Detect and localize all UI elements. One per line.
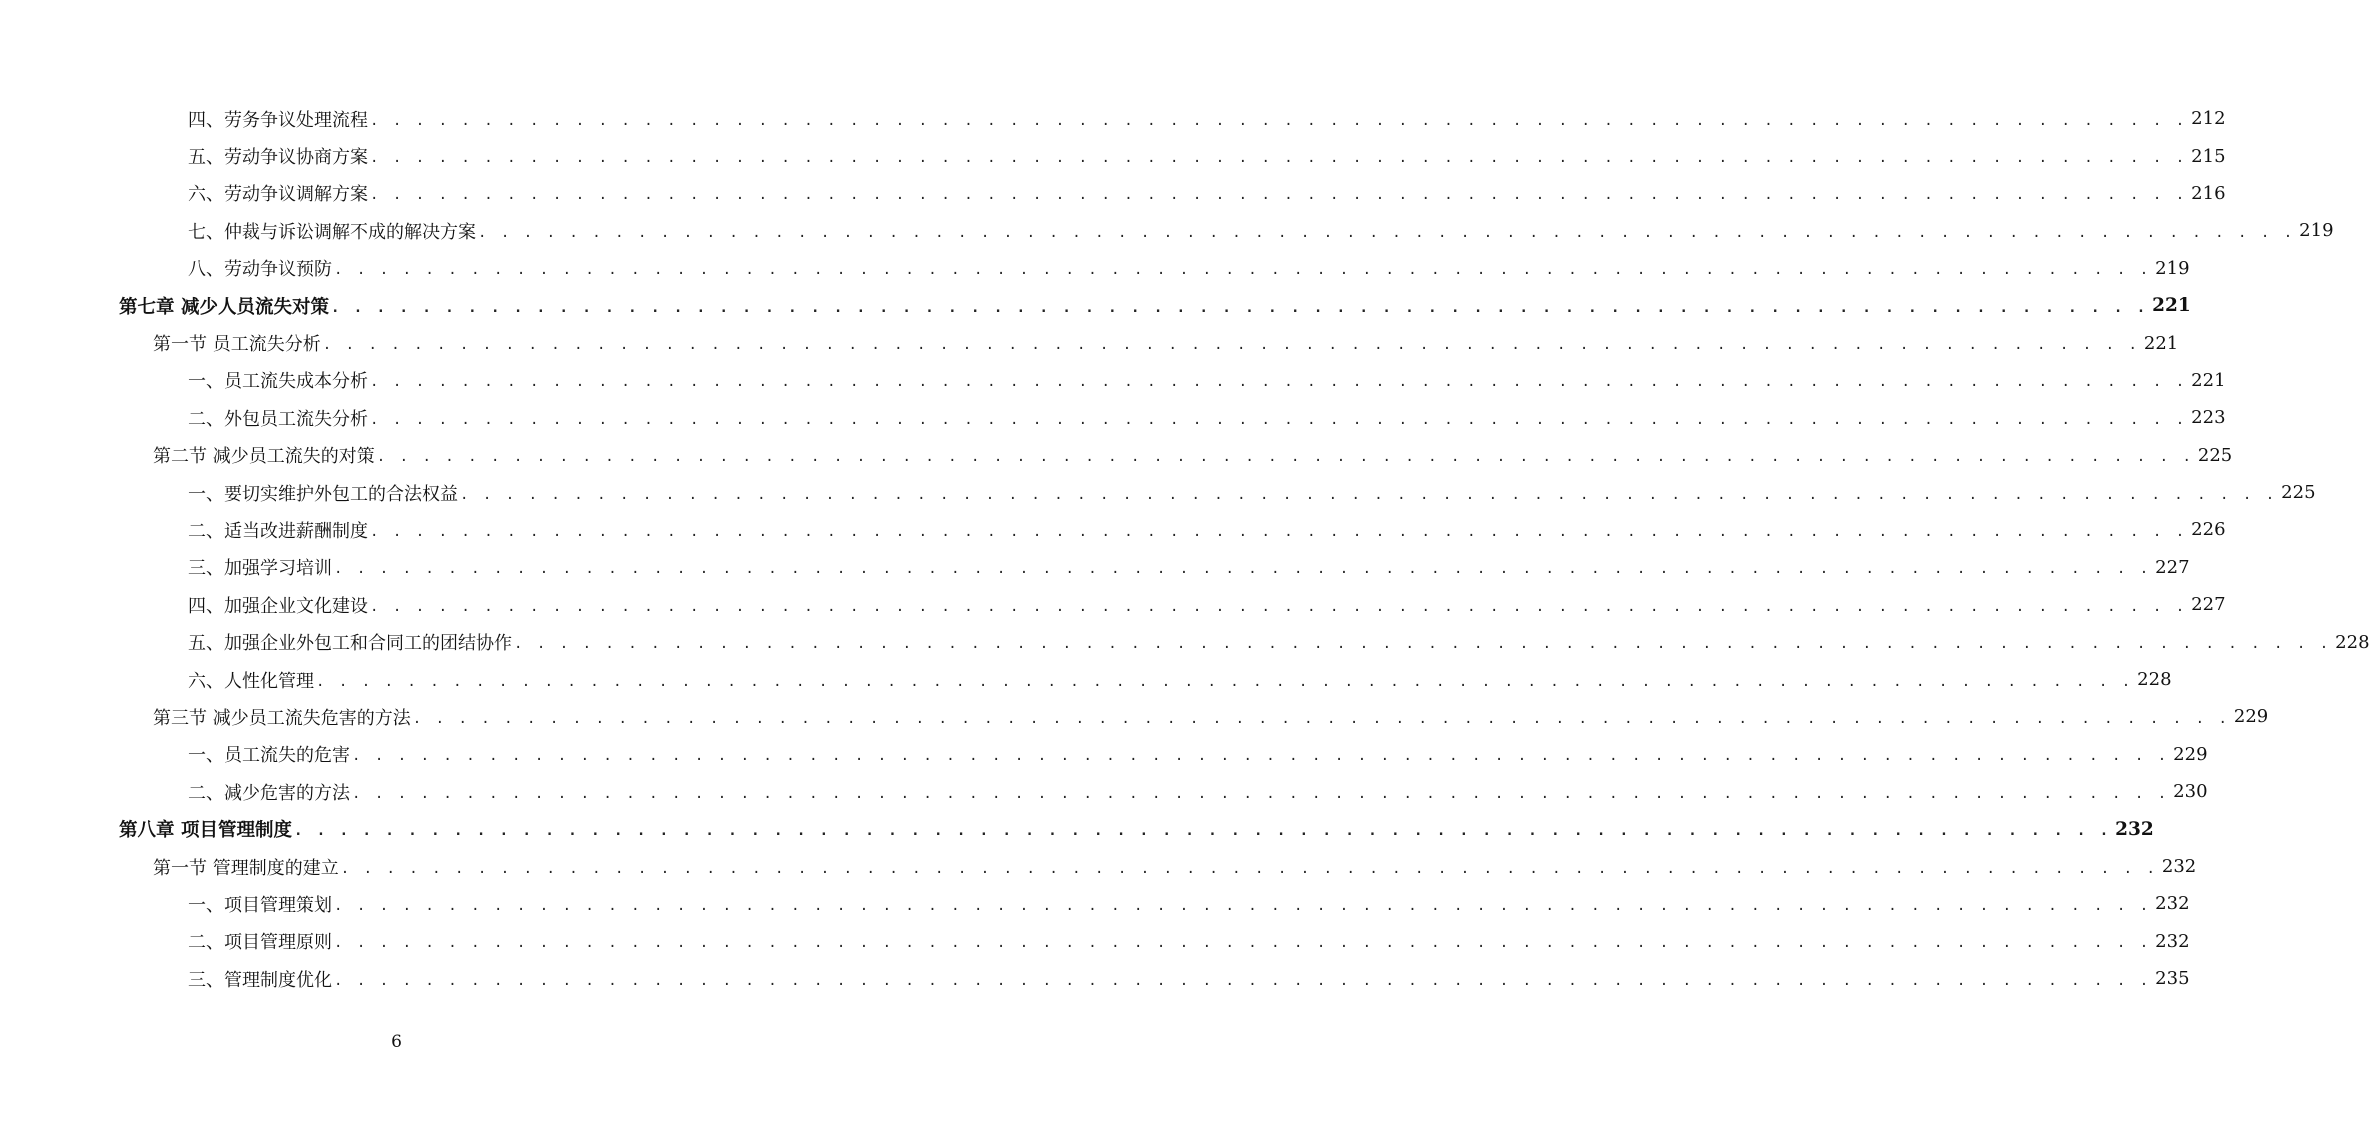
toc-entry-page: 226	[2191, 519, 2226, 541]
toc-entry-page: 232	[2155, 930, 2190, 952]
toc-leader-dots: . . . . . . . . . . . . . . . . . . . . . . . . . . . . . . . . . . . . . . . . . . . . . . . . . . . . . . . . . . . . . . . . . . . . . . . . . . . . . . . .	[322, 337, 2140, 354]
toc-entry-title: 八、劳动争议预防	[188, 259, 332, 281]
toc-leader-dots: . . . . . . . . . . . . . . . . . . . . . . . . . . . . . . . . . . . . . . . . . . . . . . . . . . . . . . . . . . . . . . . . . . . . . . . . . . . . . . . .	[334, 262, 2152, 279]
toc-entry-page: 219	[2155, 257, 2190, 279]
toc-item-entry[interactable]	[0, 100, 2226, 137]
toc-entry-page: 212	[2191, 108, 2226, 130]
toc-leader-dots: . . . . . . . . . . . . . . . . . . . . . . . . . . . . . . . . . . . . . . . . . . . . . . . . . . . . . . . . . . . . . . . . . . . . . . . . . . . . . . . .	[330, 299, 2149, 316]
toc-item-entry[interactable]	[0, 960, 2190, 997]
toc-item-entry[interactable]	[0, 250, 2190, 287]
toc-leader-dots: . . . . . . . . . . . . . . . . . . . . . . . . . . . . . . . . . . . . . . . . . . . . . . . . . . . . . . . . . . . . . . . . . . . . . . . . . . . . . . . .	[370, 112, 2188, 129]
toc-leader-dots: . . . . . . . . . . . . . . . . . . . . . . . . . . . . . . . . . . . . . . . . . . . . . . . . . . . . . . . . . . . . . . . . . . . . . . . . . . . . . . . .	[376, 449, 2194, 466]
toc-entry-page: 221	[2152, 295, 2191, 317]
toc-leader-dots: . . . . . . . . . . . . . . . . . . . . . . . . . . . . . . . . . . . . . . . . . . . . . . . . . . . . . . . . . . . . . . . . . . . . . . . . . . . . . . . .	[370, 187, 2188, 204]
toc-entry-page: 232	[2161, 856, 2197, 877]
toc-entry-page: 229	[2173, 743, 2208, 765]
toc-leader-dots: . . . . . . . . . . . . . . . . . . . . . . . . . . . . . . . . . . . . . . . . . . . . . . . . . . . . . . . . . . . . . . . . . . . . . . . . . . . . . . . .	[370, 374, 2188, 391]
toc-entry-title: 第二节 减少员工流失的对策	[153, 446, 375, 468]
toc-entry-title: 一、要切实维护外包工的合法权益	[188, 483, 458, 505]
toc-entry-title: 二、外包员工流失分析	[188, 408, 368, 430]
toc-entry-page: 225	[2197, 444, 2233, 466]
toc-entry-title: 五、劳动争议协商方案	[188, 147, 368, 169]
toc-entry-page: 228	[2335, 631, 2370, 653]
toc-item-entry[interactable]	[0, 661, 2172, 698]
toc-entry-page: 227	[2191, 594, 2226, 616]
toc-chapter-entry[interactable]	[0, 287, 2191, 324]
toc-item-entry[interactable]	[0, 586, 2226, 623]
toc-item-entry[interactable]	[0, 623, 2370, 660]
toc-entry-title: 六、劳动争议调解方案	[188, 184, 368, 206]
toc-entry-title: 六、人性化管理	[188, 670, 314, 692]
toc-entry-title: 三、管理制度优化	[188, 969, 332, 991]
toc-leader-dots: . . . . . . . . . . . . . . . . . . . . . . . . . . . . . . . . . . . . . . . . . . . . . . . . . . . . . . . . . . . . . . . . . . . . . . . . . . . . . . . .	[370, 411, 2188, 428]
toc-entry-page: 227	[2155, 556, 2190, 578]
toc-item-entry[interactable]	[0, 474, 2316, 511]
toc-entry-title: 第一节 员工流失分析	[153, 334, 321, 356]
page-number: 6	[391, 1032, 402, 1052]
toc-item-entry[interactable]	[0, 773, 2208, 810]
toc-leader-dots: . . . . . . . . . . . . . . . . . . . . . . . . . . . . . . . . . . . . . . . . . . . . . . . . . . . . . . . . . . . . . . . . . . . . . . . . . . . . . . . .	[316, 673, 2134, 690]
toc-entry-title: 二、适当改进薪酬制度	[188, 520, 368, 542]
toc-entry-title: 七、仲裁与诉讼调解不成的解决方案	[188, 221, 476, 243]
toc-entry-title: 一、项目管理策划	[188, 894, 332, 916]
toc-item-entry[interactable]	[0, 137, 2226, 174]
toc-entry-page: 228	[2137, 669, 2172, 691]
toc-entry-title: 第八章 项目管理制度	[119, 820, 292, 842]
toc-leader-dots: . . . . . . . . . . . . . . . . . . . . . . . . . . . . . . . . . . . . . . . . . . . . . . . . . . . . . . . . . . . . . . . . . . . . . . . . . . . . . . . .	[334, 897, 2152, 914]
toc-item-entry[interactable]	[0, 511, 2226, 548]
toc-entry-page: 230	[2173, 781, 2208, 803]
toc-entry-title: 第七章 减少人员流失对策	[119, 296, 329, 318]
toc-entry-page: 232	[2115, 818, 2154, 840]
toc-entry-page: 225	[2281, 482, 2316, 504]
toc-entry-title: 四、劳务争议处理流程	[188, 109, 368, 131]
toc-entry-page: 223	[2191, 407, 2226, 429]
toc-entry-page: 232	[2155, 893, 2190, 915]
toc-section-entry[interactable]	[0, 698, 2269, 735]
toc-entry-page: 216	[2191, 182, 2226, 204]
toc-entry-title: 第一节 管理制度的建立	[153, 857, 339, 879]
toc-leader-dots: . . . . . . . . . . . . . . . . . . . . . . . . . . . . . . . . . . . . . . . . . . . . . . . . . . . . . . . . . . . . . . . . . . . . . . . . . . . . . . . .	[478, 224, 2296, 241]
toc-entry-page: 215	[2191, 145, 2226, 167]
toc-item-entry[interactable]	[0, 549, 2190, 586]
toc-entry-page: 235	[2155, 968, 2190, 990]
toc-section-entry[interactable]	[0, 848, 2197, 885]
toc-leader-dots: . . . . . . . . . . . . . . . . . . . . . . . . . . . . . . . . . . . . . . . . . . . . . . . . . . . . . . . . . . . . . . . . . . . . . . . . . . . . . . . .	[514, 636, 2332, 653]
toc-item-entry[interactable]	[0, 399, 2226, 436]
toc-section-entry[interactable]	[0, 437, 2233, 474]
toc-item-entry[interactable]	[0, 212, 2334, 249]
toc-leader-dots: . . . . . . . . . . . . . . . . . . . . . . . . . . . . . . . . . . . . . . . . . . . . . . . . . . . . . . . . . . . . . . . . . . . . . . . . . . . . . . . .	[334, 935, 2152, 952]
toc-item-entry[interactable]	[0, 175, 2226, 212]
toc-leader-dots: . . . . . . . . . . . . . . . . . . . . . . . . . . . . . . . . . . . . . . . . . . . . . . . . . . . . . . . . . . . . . . . . . . . . . . . . . . . . . . . .	[352, 748, 2170, 765]
toc-chapter-entry[interactable]	[0, 810, 2154, 847]
toc-entry-title: 一、员工流失的危害	[188, 745, 350, 767]
toc-leader-dots: . . . . . . . . . . . . . . . . . . . . . . . . . . . . . . . . . . . . . . . . . . . . . . . . . . . . . . . . . . . . . . . . . . . . . . . . . . . . . . . .	[334, 561, 2152, 578]
toc-entry-title: 一、员工流失成本分析	[188, 371, 368, 393]
toc-leader-dots: . . . . . . . . . . . . . . . . . . . . . . . . . . . . . . . . . . . . . . . . . . . . . . . . . . . . . . . . . . . . . . . . . . . . . . . . . . . . . . . .	[460, 486, 2278, 503]
toc-entry-page: 221	[2191, 369, 2226, 391]
toc-entry-page: 221	[2143, 332, 2179, 354]
toc-leader-dots: . . . . . . . . . . . . . . . . . . . . . . . . . . . . . . . . . . . . . . . . . . . . . . . . . . . . . . . . . . . . . . . . . . . . . . . . . . . . . . . .	[370, 598, 2188, 615]
toc-leader-dots: . . . . . . . . . . . . . . . . . . . . . . . . . . . . . . . . . . . . . . . . . . . . . . . . . . . . . . . . . . . . . . . . . . . . . . . . . . . . . . . .	[352, 785, 2170, 802]
toc-leader-dots: . . . . . . . . . . . . . . . . . . . . . . . . . . . . . . . . . . . . . . . . . . . . . . . . . . . . . . . . . . . . . . . . . . . . . . . . . . . . . . . .	[412, 710, 2230, 727]
toc-item-entry[interactable]	[0, 885, 2190, 922]
toc-entry-title: 二、项目管理原则	[188, 932, 332, 954]
toc-leader-dots: . . . . . . . . . . . . . . . . . . . . . . . . . . . . . . . . . . . . . . . . . . . . . . . . . . . . . . . . . . . . . . . . . . . . . . . . . . . . . . . .	[370, 523, 2188, 540]
toc-entry-title: 四、加强企业文化建设	[188, 595, 368, 617]
toc-item-entry[interactable]	[0, 736, 2208, 773]
toc-entry-title: 三、加强学习培训	[188, 558, 332, 580]
toc-item-entry[interactable]	[0, 362, 2226, 399]
toc-entry-title: 第三节 减少员工流失危害的方法	[153, 707, 411, 729]
toc-leader-dots: . . . . . . . . . . . . . . . . . . . . . . . . . . . . . . . . . . . . . . . . . . . . . . . . . . . . . . . . . . . . . . . . . . . . . . . . . . . . . . . .	[340, 860, 2158, 877]
toc-item-entry[interactable]	[0, 923, 2190, 960]
toc-leader-dots: . . . . . . . . . . . . . . . . . . . . . . . . . . . . . . . . . . . . . . . . . . . . . . . . . . . . . . . . . . . . . . . . . . . . . . . . . . . . . . . .	[370, 150, 2188, 167]
table-of-contents	[0, 100, 2370, 997]
toc-leader-dots: . . . . . . . . . . . . . . . . . . . . . . . . . . . . . . . . . . . . . . . . . . . . . . . . . . . . . . . . . . . . . . . . . . . . . . . . . . . . . . . .	[334, 972, 2152, 989]
toc-entry-title: 二、减少危害的方法	[188, 782, 350, 804]
toc-entry-title: 五、加强企业外包工和合同工的团结协作	[188, 633, 512, 655]
toc-section-entry[interactable]	[0, 324, 2179, 361]
toc-entry-page: 219	[2299, 220, 2334, 242]
toc-entry-page: 229	[2233, 706, 2269, 728]
toc-leader-dots: . . . . . . . . . . . . . . . . . . . . . . . . . . . . . . . . . . . . . . . . . . . . . . . . . . . . . . . . . . . . . . . . . . . . . . . . . . . . . . . .	[293, 823, 2112, 840]
